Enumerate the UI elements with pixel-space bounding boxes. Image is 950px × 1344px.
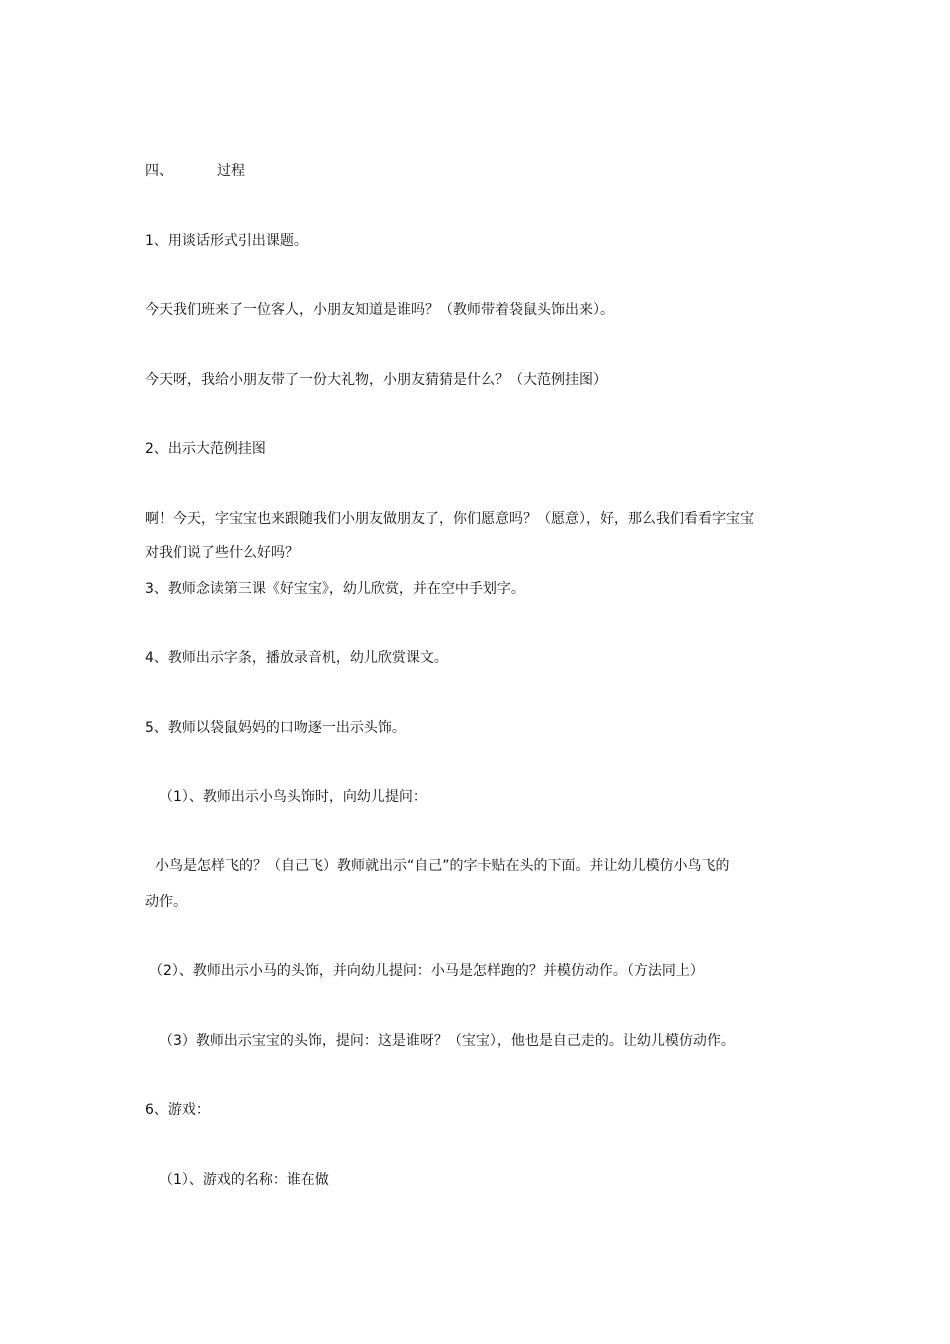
paragraph-intro-gift: 今天呀，我给小朋友带了一份大礼物，小朋友猜猜是什么？（大范例挂图） <box>145 372 607 388</box>
section-heading-number: 四、 <box>145 163 173 179</box>
paragraph-word-friends-line1: 啊！今天，字宝宝也来跟随我们小朋友做朋友了，你们愿意吗？（愿意），好，那么我们看看字宝宝 <box>145 511 754 527</box>
paragraph-step-6: 6、游戏： <box>145 1102 210 1118</box>
paragraph-step-3: 3、教师念读第三课《好宝宝》，幼儿欣赏，并在空中手划字。 <box>145 581 525 597</box>
paragraph-word-friends-line2: 对我们说了些什么好吗？ <box>145 545 299 561</box>
paragraph-step-4: 4、教师出示字条，播放录音机，幼儿欣赏课文。 <box>145 650 448 666</box>
paragraph-step-2: 2、出示大范例挂图 <box>145 441 266 457</box>
paragraph-substep-2: （2）、教师出示小马的头饰，并向幼儿提问：小马是怎样跑的？并模仿动作。（方法同上） <box>149 963 704 979</box>
paragraph-bird-line1: 小鸟是怎样飞的？（自己飞）教师就出示“自己”的字卡贴在头的下面。并让幼儿模仿小鸟飞的 <box>155 858 730 874</box>
paragraph-substep-1: （1）、教师出示小鸟头饰时，向幼儿提问： <box>159 789 427 805</box>
paragraph-substep-3: （3）教师出示宝宝的头饰，提问：这是谁呀？（宝宝），他也是自己走的。让幼儿模仿动作。 <box>159 1033 735 1049</box>
paragraph-step-1: 1、用谈话形式引出课题。 <box>145 233 308 249</box>
paragraph-step-5: 5、教师以袋鼠妈妈的口吻逐一出示头饰。 <box>145 720 406 736</box>
paragraph-bird-line2: 动作。 <box>145 894 187 910</box>
paragraph-intro-guest: 今天我们班来了一位客人，小朋友知道是谁吗？（教师带着袋鼠头饰出来）。 <box>145 302 614 318</box>
paragraph-game-name: （1）、游戏的名称：谁在做 <box>159 1172 329 1188</box>
section-heading-title: 过程 <box>217 163 245 179</box>
section-heading <box>145 161 245 181</box>
